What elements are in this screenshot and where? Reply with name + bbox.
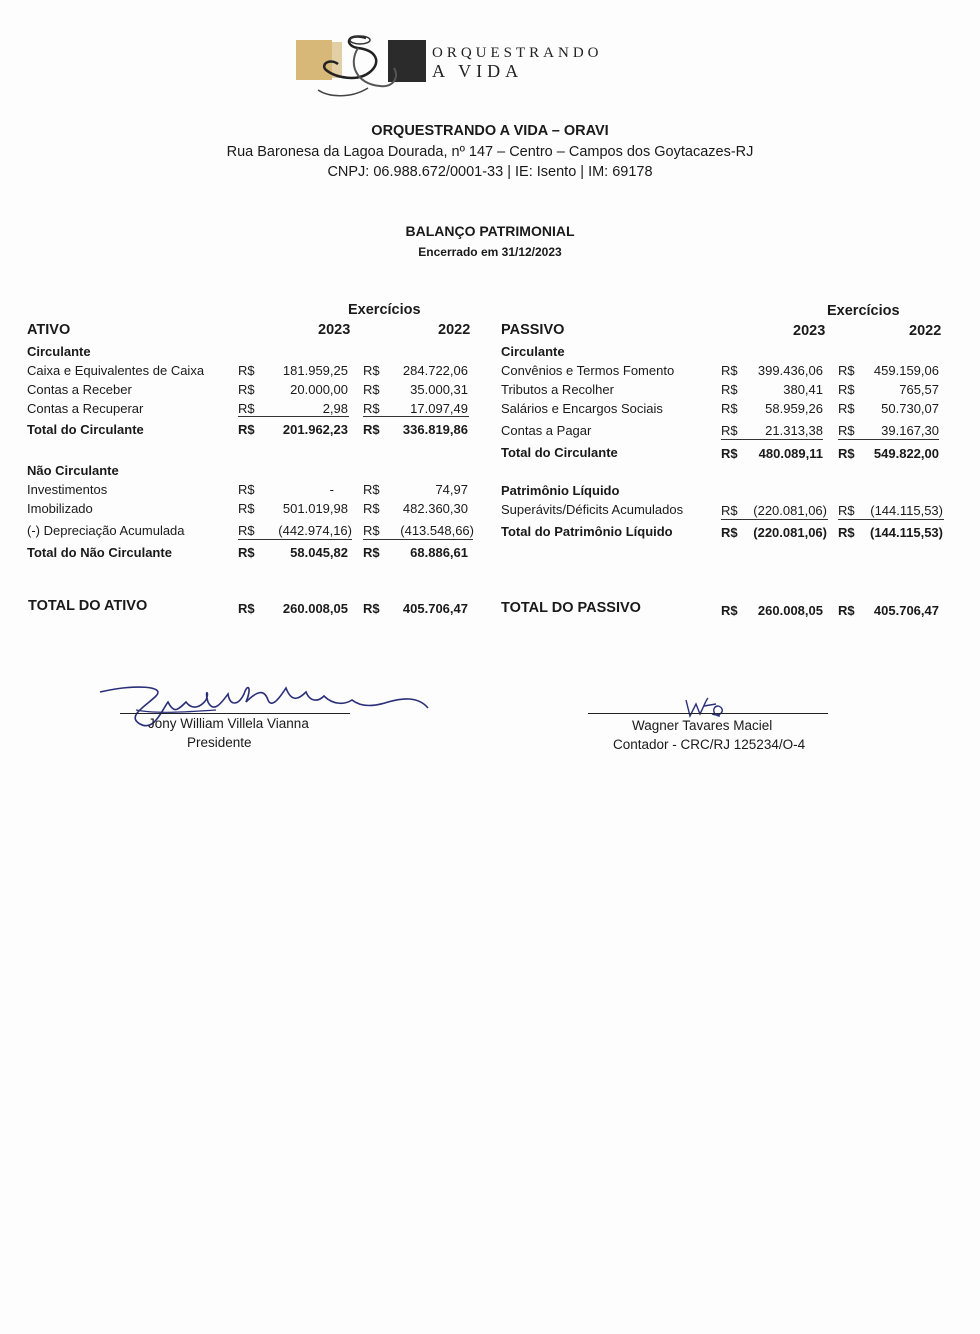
value-2022: 50.730,07: [881, 401, 939, 416]
signatory-left-name: Jony William Villela Vianna: [148, 716, 309, 731]
value-2023: 201.962,23: [282, 422, 348, 437]
currency-label: R$: [238, 382, 255, 397]
ativo-year-2022: 2022: [438, 322, 471, 338]
document-title: BALANÇO PATRIMONIAL: [405, 223, 575, 239]
signatory-right-role: Contador - CRC/RJ 125234/O-4: [613, 737, 806, 752]
subtotal-rule: [363, 416, 469, 417]
document-subtitle: Encerrado em 31/12/2023: [418, 245, 562, 259]
row-label: Contas a Receber: [27, 382, 132, 397]
logo-wordmark: [432, 45, 603, 81]
ativo-exercicios-header: Exercícios: [348, 302, 421, 318]
signature-line-left: [120, 713, 350, 714]
value-2022: 336.819,86: [402, 422, 468, 437]
row-label: Caixa e Equivalentes de Caixa: [27, 363, 205, 378]
row-label: Total do Circulante: [501, 445, 618, 460]
row-label: TOTAL DO ATIVO: [28, 598, 148, 614]
value-2023: 21.313,38: [765, 423, 823, 438]
row-label: Superávits/Déficits Acumulados: [501, 502, 684, 517]
currency-label: R$: [238, 501, 255, 516]
subtotal-rule: [721, 519, 828, 520]
row-label: Imobilizado: [27, 501, 93, 516]
subtotal-rule: [363, 539, 473, 540]
currency-label: R$: [363, 545, 380, 560]
currency-label: R$: [238, 422, 255, 437]
ativo-nao-circulante-title: Não Circulante: [27, 463, 119, 478]
currency-label: R$: [721, 401, 738, 416]
row-label: Total do Não Circulante: [27, 545, 172, 560]
subtotal-rule: [721, 439, 823, 440]
row-label: Convênios e Termos Fomento: [501, 363, 675, 378]
currency-label: R$: [721, 503, 738, 518]
org-address: Rua Baronesa da Lagoa Dourada, nº 147 – Centro – Campos dos Goytacazes-RJ: [226, 144, 754, 160]
value-2023: 58.959,26: [765, 401, 823, 416]
value-2023: 380,41: [783, 382, 823, 397]
row-label: Total do Circulante: [27, 422, 144, 437]
row-label: (-) Depreciação Acumulada: [27, 523, 185, 538]
value-2022: 17.097,49: [410, 401, 468, 416]
value-2022: 549.822,00: [873, 446, 939, 461]
row-label: Contas a Recuperar: [27, 401, 144, 416]
currency-label: R$: [238, 363, 255, 378]
currency-label: R$: [838, 401, 855, 416]
value-2022: 765,57: [899, 382, 939, 397]
currency-label: R$: [238, 545, 255, 560]
subtotal-rule: [238, 539, 352, 540]
value-2022: 459.159,06: [873, 363, 939, 378]
patrimonio-liquido-title: Patrimônio Líquido: [501, 483, 620, 498]
org-name: ORQUESTRANDO A VIDA – ORAVI: [371, 123, 609, 139]
currency-label: R$: [238, 523, 255, 538]
currency-label: R$: [363, 501, 380, 516]
signatory-left-role: Presidente: [187, 735, 252, 750]
value-2022: (144.115,53): [870, 503, 943, 518]
value-2023: (220.081,06): [753, 503, 827, 518]
currency-label: R$: [721, 525, 738, 540]
value-2022: (413.548,66): [400, 523, 474, 538]
currency-label: R$: [363, 401, 380, 416]
ativo-year-2023: 2023: [318, 322, 351, 338]
signatory-right-name: Wagner Tavares Maciel: [632, 718, 773, 733]
subtotal-rule: [238, 416, 349, 417]
value-2022: (144.115,53): [869, 525, 943, 540]
value-2022: 74,97: [435, 482, 468, 497]
passivo-year-2022: 2022: [909, 323, 942, 339]
value-2022: 35.000,31: [410, 382, 468, 397]
value-2023: 260.008,05: [282, 601, 348, 616]
value-2023: (442.974,16): [278, 523, 352, 538]
currency-label: R$: [363, 422, 380, 437]
currency-label: R$: [363, 363, 380, 378]
value-2023: 260.008,05: [757, 603, 823, 618]
currency-label: R$: [721, 446, 738, 461]
signature-line-right: [588, 713, 828, 714]
value-2022: 405.706,47: [402, 601, 468, 616]
passivo-exercicios-header: Exercícios: [827, 303, 900, 319]
currency-label: R$: [721, 382, 738, 397]
currency-label: R$: [838, 603, 855, 618]
row-label: TOTAL DO PASSIVO: [501, 600, 641, 616]
passivo-year-2023: 2023: [793, 323, 826, 339]
ativo-header: ATIVO: [27, 322, 71, 338]
value-2023: (220.081,06): [753, 525, 827, 540]
currency-label: R$: [838, 423, 855, 438]
passivo-header: PASSIVO: [501, 322, 565, 338]
value-2022: 405.706,47: [873, 603, 939, 618]
ativo-circulante-title: Circulante: [27, 344, 91, 359]
logo-line-1: ORQUESTRANDO: [432, 45, 603, 61]
value-2023: 181.959,25: [282, 363, 348, 378]
value-2023: -: [329, 482, 334, 497]
row-label: Investimentos: [27, 482, 108, 497]
currency-label: R$: [363, 523, 380, 538]
org-registration-ids: CNPJ: 06.988.672/0001-33 | IE: Isento | IM: 69178: [327, 164, 653, 180]
row-label: Contas a Pagar: [501, 423, 592, 438]
value-2023: 399.436,06: [757, 363, 823, 378]
treble-clef-logo-icon: [296, 28, 432, 100]
passivo-circulante-title: Circulante: [501, 344, 565, 359]
currency-label: R$: [721, 603, 738, 618]
subtotal-rule: [838, 439, 939, 440]
org-logo: [296, 28, 656, 100]
currency-label: R$: [838, 503, 855, 518]
value-2023: 2,98: [322, 401, 348, 416]
currency-label: R$: [238, 401, 255, 416]
currency-label: R$: [363, 382, 380, 397]
value-2023: 480.089,11: [758, 446, 823, 461]
currency-label: R$: [363, 482, 380, 497]
row-label: Total do Patrimônio Líquido: [501, 524, 673, 539]
currency-label: R$: [721, 363, 738, 378]
value-2022: 284.722,06: [402, 363, 468, 378]
logo-line-2: A VIDA: [432, 61, 524, 81]
value-2023: 20.000,00: [290, 382, 348, 397]
currency-label: R$: [363, 601, 380, 616]
value-2023: 58.045,82: [290, 545, 348, 560]
currency-label: R$: [838, 382, 855, 397]
value-2022: 68.886,61: [410, 545, 468, 560]
row-label: Salários e Encargos Sociais: [501, 401, 663, 416]
value-2022: 482.360,30: [402, 501, 468, 516]
currency-label: R$: [838, 446, 855, 461]
subtotal-rule: [838, 519, 944, 520]
currency-label: R$: [721, 423, 738, 438]
currency-label: R$: [238, 601, 255, 616]
currency-label: R$: [838, 525, 855, 540]
row-label: Tributos a Recolher: [501, 382, 614, 397]
value-2022: 39.167,30: [881, 423, 939, 438]
value-2023: 501.019,98: [282, 501, 348, 516]
currency-label: R$: [238, 482, 255, 497]
currency-label: R$: [838, 363, 855, 378]
